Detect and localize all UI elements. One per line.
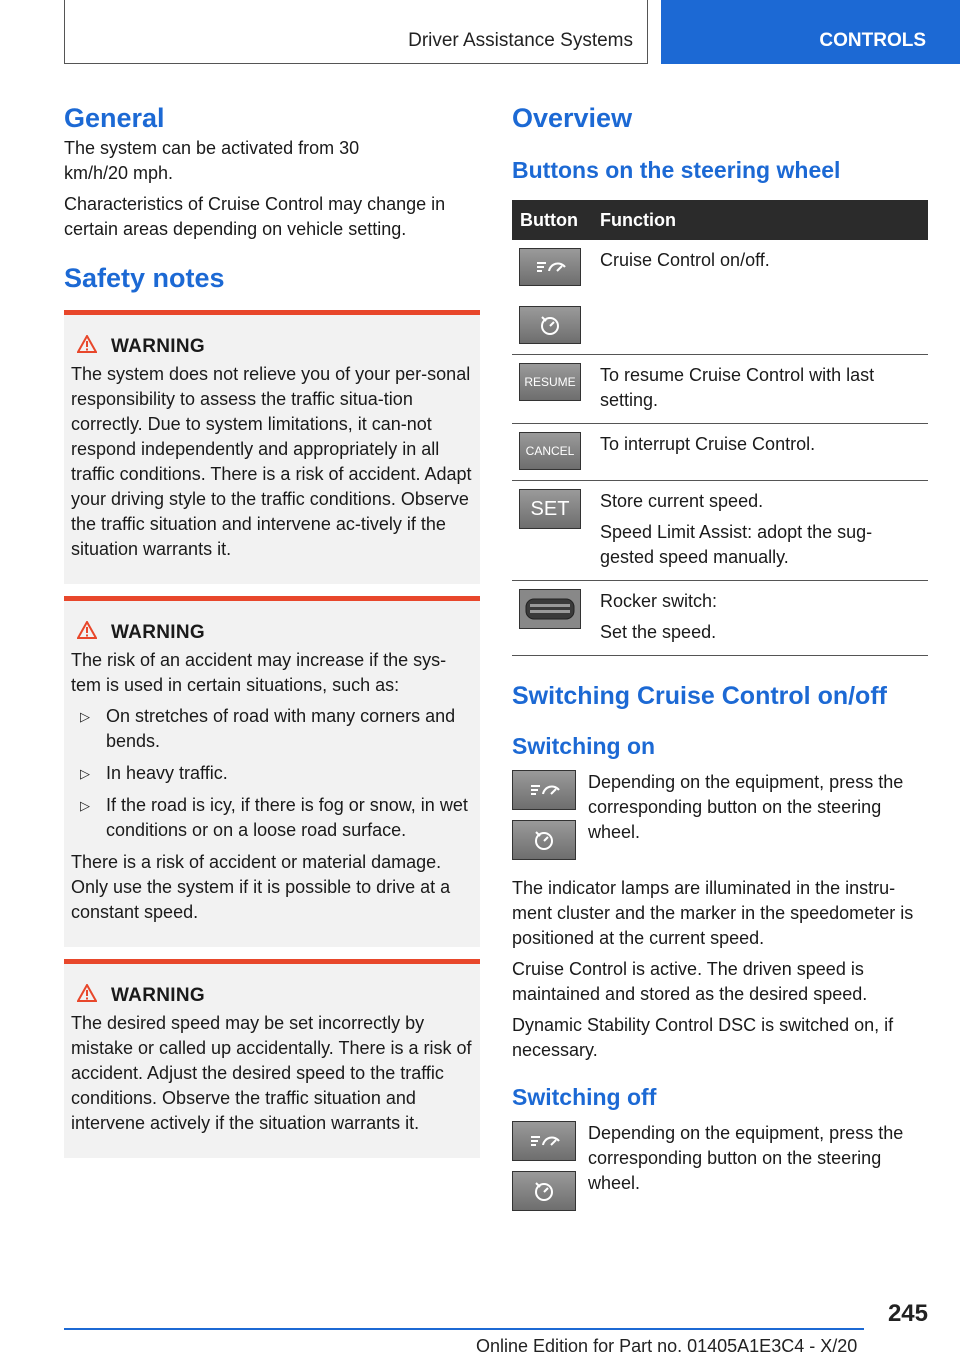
table-row <box>512 424 928 481</box>
warning-outro: There is a risk of accident or material damage. Only use the system if it is possible to drive at a constant speed. <box>71 852 451 922</box>
function-text: To resume Cruise Control with last setting. <box>600 365 875 410</box>
list-item: ▷ On stretches of road with many corners and bends. <box>80 706 456 751</box>
bullet-triangle-icon: ▷ <box>80 798 90 813</box>
warning-box-2 <box>64 596 480 947</box>
warning-triangle-icon <box>77 335 97 358</box>
switching-heading: Switching Cruise Control on/off <box>512 682 887 710</box>
cancel-button-icon: CANCEL <box>519 432 581 470</box>
switching-off-heading: Switching off <box>512 1084 657 1110</box>
safety-notes-heading: Safety notes <box>64 263 225 293</box>
cruise-off-icon <box>512 1171 576 1211</box>
buttons-heading: Buttons on the steering wheel <box>512 157 841 183</box>
footer-divider <box>64 1328 864 1330</box>
list-item: ▷ If the road is icy, if there is fog or snow, in wet conditions or on a loose road surface. <box>80 795 468 840</box>
function-text: Speed Limit Assist: adopt the sug-gested speed manually. <box>600 522 873 567</box>
warning-title: WARNING <box>111 984 205 1006</box>
right-column <box>512 100 928 1221</box>
page-number: 245 <box>887 1300 928 1327</box>
warning-text: The system does not relieve you of your per-sonal responsibility to assess the traffic situa-tion correctly. Due to system limitations, it can-not respond independently and appropriately in all traffic conditions. There is a risk of accident. Adapt your driving style to the traffic conditions. Observe the traffic situation and intervene ac-tively if the situation warrants it. <box>71 364 472 559</box>
table-row <box>512 240 928 355</box>
warning-box-3 <box>64 959 480 1158</box>
edition-text: Online Edition for Part no. 01405A1E3C4 - X/20 <box>476 1336 858 1356</box>
left-column <box>64 100 480 1158</box>
switching-on-heading: Switching on <box>512 733 656 759</box>
warning-intro: The risk of an accident may increase if the sys-tem is used in certain situations, such as: <box>71 650 447 695</box>
table-header-row <box>512 200 928 240</box>
switching-off-text: Depending on the equipment, press the corresponding button on the steering wheel. <box>588 1123 904 1193</box>
overview-heading: Overview <box>512 103 633 133</box>
table-row <box>512 481 928 581</box>
warning-title: WARNING <box>111 335 205 357</box>
table-row <box>512 581 928 656</box>
warning-box-1 <box>64 310 480 584</box>
warning-triangle-icon <box>77 984 97 1007</box>
switching-on-text: Depending on the equipment, press the corresponding button on the steering wheel. <box>588 772 904 842</box>
header-chapter-tab <box>661 0 960 64</box>
resume-button-icon: RESUME <box>519 363 581 401</box>
general-paragraph-1: The system can be activated from 30 km/h/20 mph. <box>64 138 360 183</box>
switching-on-block <box>512 770 928 870</box>
switching-on-paragraph-2: Cruise Control is active. The driven speed is maintained and stored as the desired speed. <box>512 959 868 1004</box>
warning-triangle-icon <box>77 621 97 644</box>
function-text: Store current speed. <box>600 491 764 511</box>
buttons-table <box>512 200 928 656</box>
cruise-off-icon <box>512 820 576 860</box>
rocker-switch-icon <box>519 589 581 629</box>
switching-on-paragraph-1: The indicator lamps are illuminated in the instru-ment cluster and the marker in the speedometer is positioned at the current speed. <box>512 878 914 948</box>
general-paragraph-2: Characteristics of Cruise Control may change in certain areas depending on vehicle setting. <box>64 194 446 239</box>
bullet-triangle-icon: ▷ <box>80 709 90 724</box>
cruise-on-icon <box>512 1121 576 1161</box>
function-text: To interrupt Cruise Control. <box>600 434 816 454</box>
cruise-on-icon <box>512 770 576 810</box>
column-header-function: Function <box>592 200 928 240</box>
table-row <box>512 355 928 424</box>
column-header-button: Button <box>512 200 592 240</box>
function-text: Rocker switch: <box>600 591 718 611</box>
header-section-tab <box>64 0 648 64</box>
cruise-on-icon <box>519 248 581 286</box>
general-heading: General <box>64 103 165 133</box>
list-item: ▷ In heavy traffic. <box>71 761 473 786</box>
warning-text: The desired speed may be set incorrectly by mistake or called up accidentally. There is a risk of accident. Adjust the desired speed to the traffic conditions. Observe the traffic situation and intervene actively if the situation warrants it. <box>71 1013 472 1133</box>
cruise-off-icon <box>519 306 581 344</box>
bullet-triangle-icon: ▷ <box>80 766 90 781</box>
function-text: Set the speed. <box>600 622 717 642</box>
switching-off-block <box>512 1121 928 1221</box>
set-button-icon: SET <box>519 489 581 529</box>
warning-bullet-list <box>71 704 473 843</box>
function-text: Cruise Control on/off. <box>600 250 770 270</box>
switching-on-paragraph-3: Dynamic Stability Control DSC is switched on, if necessary. <box>512 1015 894 1060</box>
header-section-title: Driver Assistance Systems <box>408 30 633 51</box>
header-chapter-title: CONTROLS <box>819 30 926 51</box>
warning-title: WARNING <box>111 621 205 643</box>
